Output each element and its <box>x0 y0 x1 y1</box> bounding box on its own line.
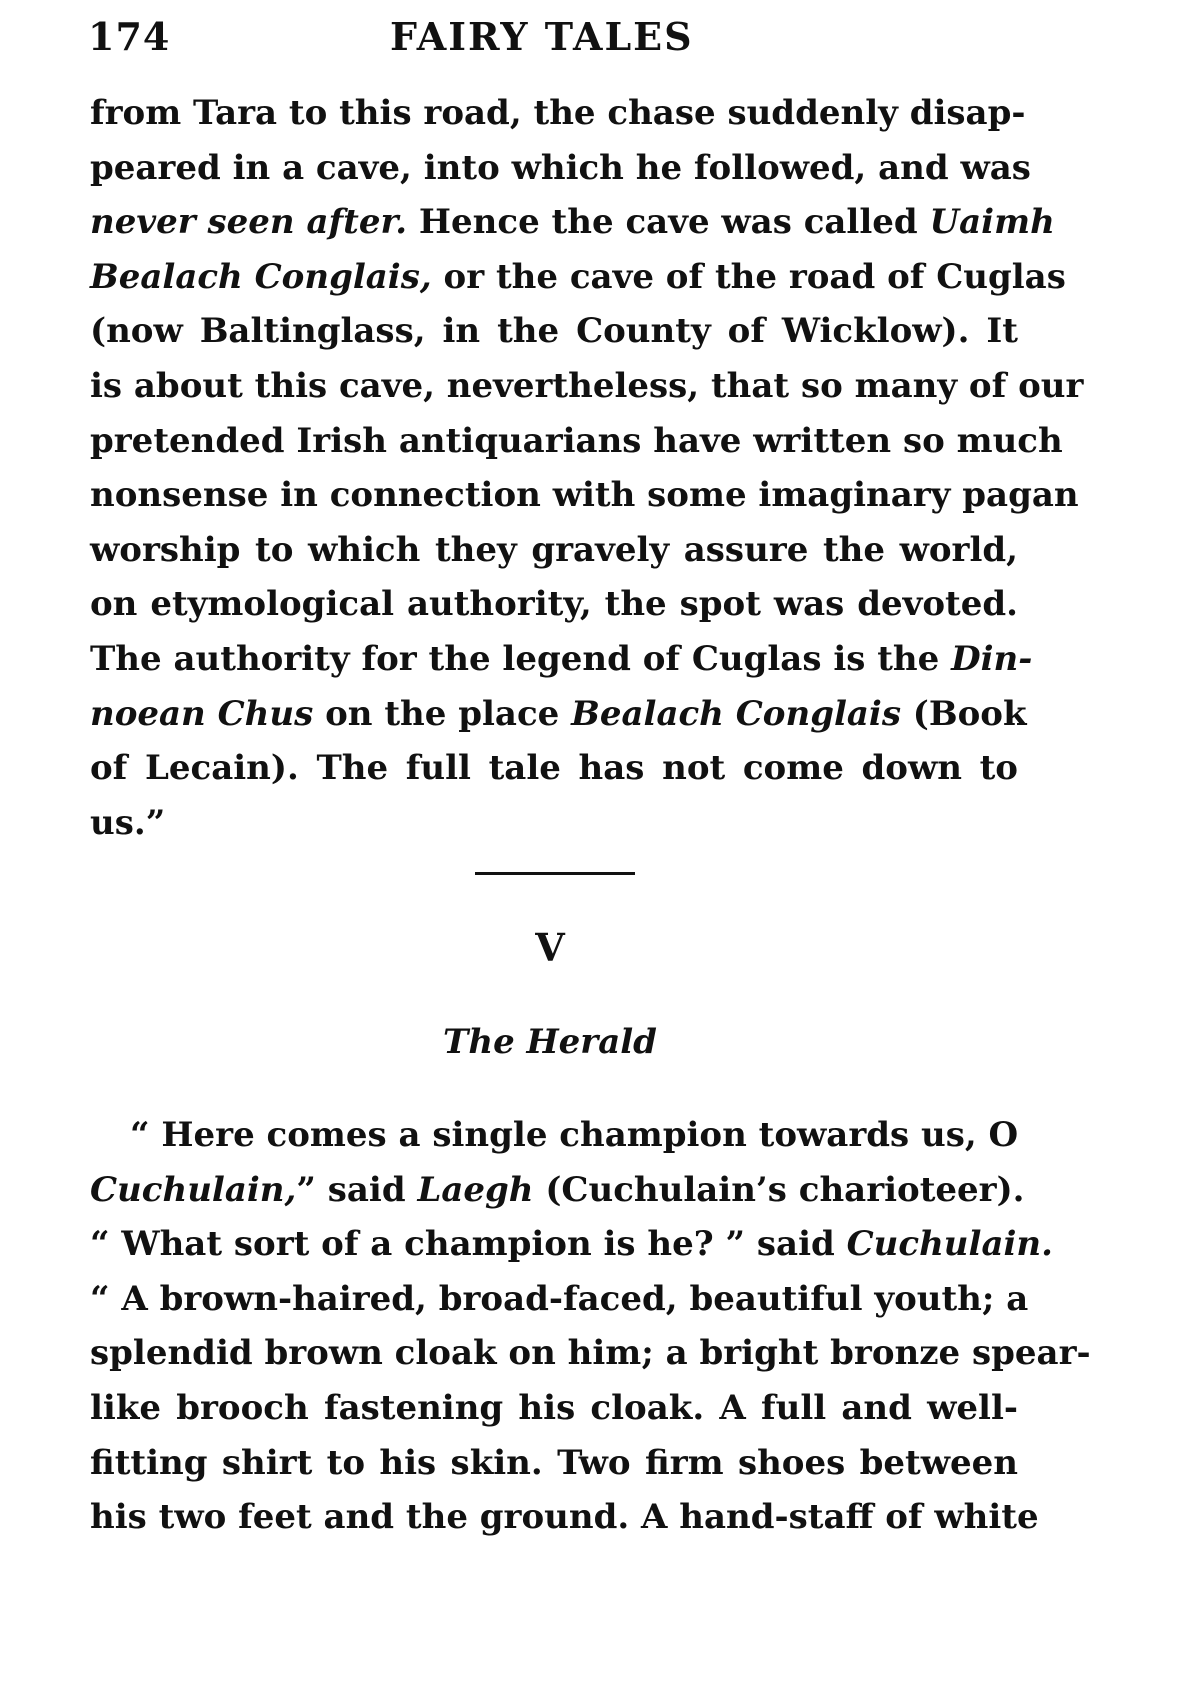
running-title: FAIRY TALES <box>390 14 694 59</box>
text-line <box>90 577 1018 632</box>
section-title: The Herald <box>443 1022 657 1062</box>
text-line <box>90 1272 1029 1327</box>
italic-run: Din- <box>951 638 1033 679</box>
text-run: fitting shirt to his skin. Two firm shoes between <box>90 1442 1018 1483</box>
page-header <box>88 14 1112 70</box>
section-number: V <box>535 925 565 970</box>
text-run: us.” <box>90 802 166 843</box>
text-run: his two feet and the ground. A hand-staff of white <box>90 1497 1039 1538</box>
text-run: “ Here comes a single champion towards us, O <box>130 1115 1019 1155</box>
paragraph-continued <box>90 86 1084 850</box>
text-run: peared in a cave, into which he followed, and was <box>90 147 1031 188</box>
italic-run: noean Chus <box>90 693 314 734</box>
text-run: Hence the cave was called <box>407 202 930 243</box>
text-line <box>90 304 1018 359</box>
text-line <box>90 468 1079 523</box>
text-run: nonsense in connection with some imaginary pagan <box>90 475 1079 516</box>
page-number: 174 <box>88 14 171 59</box>
text-line <box>90 414 1063 469</box>
text-run: like brooch fastening his cloak. A full and well- <box>90 1387 1018 1428</box>
text-line <box>90 195 1055 250</box>
text-line <box>90 1436 1018 1491</box>
italic-run: Cuchulain, <box>90 1169 297 1210</box>
text-line <box>90 632 1033 687</box>
italic-run: Bealach Conglais <box>571 693 901 734</box>
text-run: on the place <box>313 693 572 734</box>
text-run: (Cuchulain’s charioteer). <box>533 1169 1025 1210</box>
text-line <box>90 741 1018 796</box>
text-line <box>90 86 1026 141</box>
text-run: on etymological authority, the spot was devoted. <box>90 584 1018 625</box>
text-run: worship to which they gravely assure the world, <box>90 529 1018 570</box>
text-line <box>90 523 1018 578</box>
text-line <box>90 1163 1025 1218</box>
text-run: ” said <box>296 1169 418 1210</box>
section-divider-rule <box>475 872 635 875</box>
text-run: “ What sort of a champion is he? ” said <box>90 1224 847 1265</box>
text-run: of Lecain). The full tale has not come down to <box>90 748 1018 789</box>
text-line <box>90 359 1084 414</box>
italic-run: never seen after. <box>90 202 408 243</box>
text-line <box>90 1217 1053 1272</box>
italic-run: Cuchulain. <box>846 1224 1053 1265</box>
text-line <box>90 796 1018 851</box>
text-line <box>90 687 1027 742</box>
text-run: The authority for the legend of Cuglas is the <box>90 638 952 679</box>
text-run: is about this cave, nevertheless, that so many of our <box>90 365 1084 406</box>
text-line <box>90 250 1066 305</box>
text-run: pretended Irish antiquarians have written so much <box>90 420 1063 461</box>
text-line <box>90 1108 1018 1163</box>
text-line <box>90 1490 1039 1545</box>
text-line <box>90 1326 1091 1381</box>
text-run: from Tara to this road, the chase suddenly disap- <box>90 93 1026 133</box>
paragraph-herald <box>90 1108 1091 1545</box>
text-run: (now Baltinglass, in the County of Wicklow). It <box>90 311 1018 352</box>
text-line <box>90 1381 1018 1436</box>
italic-run: Bealach Conglais, <box>90 256 432 297</box>
text-run: (Book <box>900 693 1027 734</box>
italic-run: Uaimh <box>929 202 1055 243</box>
text-run: “ A brown-haired, broad-faced, beautiful youth; a <box>90 1278 1029 1319</box>
text-run: or the cave of the road of Cuglas <box>431 256 1066 297</box>
italic-run: Laegh <box>417 1169 534 1210</box>
text-line <box>90 141 1031 196</box>
text-run: splendid brown cloak on him; a bright bronze spear- <box>90 1333 1091 1374</box>
